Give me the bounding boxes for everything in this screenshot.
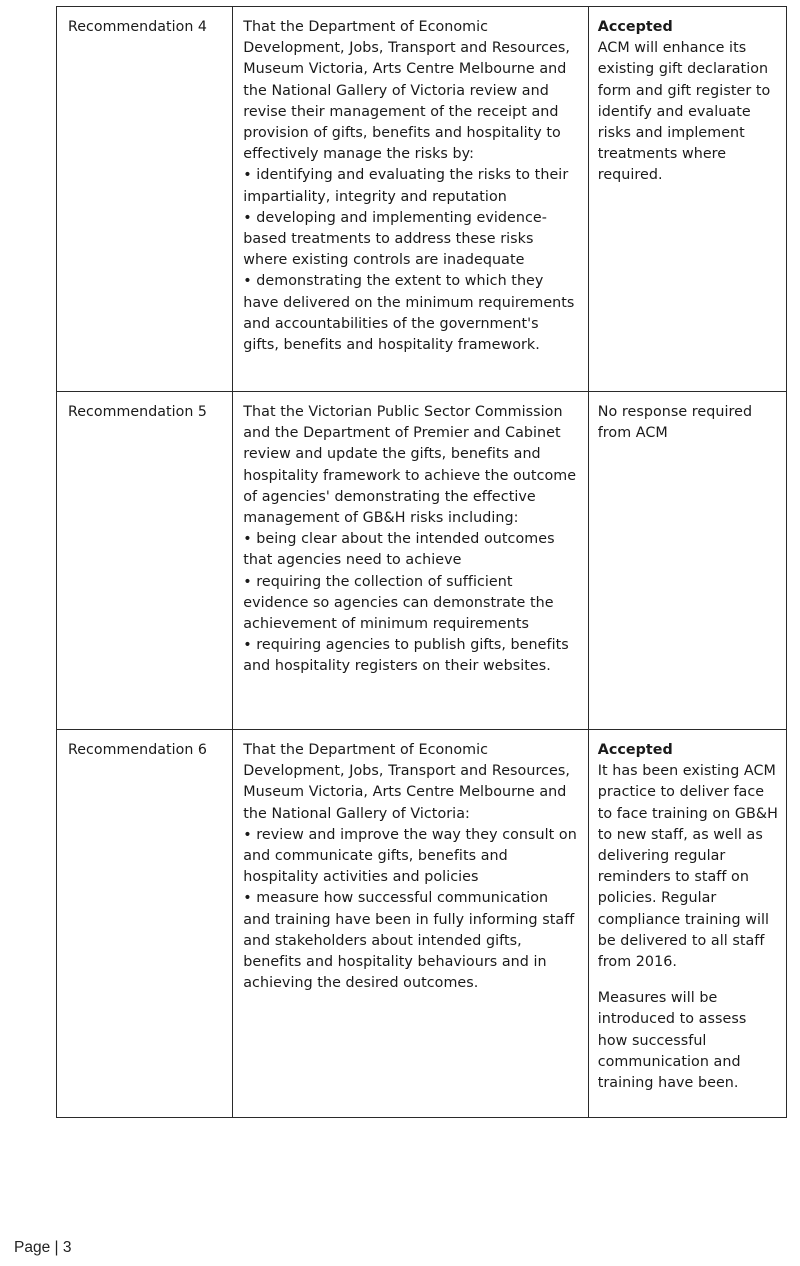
recommendation-bullet: • developing and implementing evidence-based treatments to address these risks where existing controls are inadequate xyxy=(243,209,547,269)
recommendation-label xyxy=(57,7,233,392)
response-text: No response required from ACM xyxy=(597,404,753,442)
response-cell xyxy=(588,392,786,730)
recommendation-intro: That the Department of Economic Development, Jobs, Transport and Resources, Museum Victoria, Arts Centre Melbourne and the National Gallery of Victoria review and revise their management of the receipt and provision of gifts, benefits and hospitality to effectively manage the risks by: xyxy=(243,19,570,163)
recommendation-bullet: • demonstrating the extent to which they have delivered on the minimum requirements and accountabilities of the government's gifts, benefits and hospitality framework. xyxy=(243,273,575,354)
recommendation-label-text: Recommendation 4 xyxy=(68,19,208,35)
recommendation-text xyxy=(233,730,588,1118)
recommendation-text xyxy=(233,392,588,730)
table-row xyxy=(57,7,787,392)
recommendation-bullet: • requiring the collection of sufficient evidence so agencies can demonstrate the achievement of minimum requirements xyxy=(243,573,554,633)
response-status: Accepted xyxy=(597,19,673,35)
recommendation-bullet: • requiring agencies to publish gifts, benefits and hospitality registers on their websites. xyxy=(243,637,569,675)
response-cell xyxy=(588,7,786,392)
recommendation-bullet: • identifying and evaluating the risks to their impartiality, integrity and reputation xyxy=(243,167,569,205)
response-cell xyxy=(588,730,786,1118)
recommendation-label-text: Recommendation 5 xyxy=(68,404,208,420)
recommendation-label xyxy=(57,730,233,1118)
recommendation-bullet: • being clear about the intended outcomes that agencies need to achieve xyxy=(243,531,555,569)
response-text: It has been existing ACM practice to deliver face to face training on GB&H to new staff, as well as delivering regular reminders to staff on policies. Regular compliance training will be delivered to all staff from 2016. xyxy=(597,763,778,971)
response-text: Measures will be introduced to assess how successful communication and training have been. xyxy=(597,990,747,1092)
response-text: ACM will enhance its existing gift declaration form and gift register to identify and evaluate risks and implement treatments where required. xyxy=(597,40,771,184)
recommendation-label xyxy=(57,392,233,730)
recommendation-bullet: • measure how successful communication and training have been in fully informing staff and stakeholders about intended gifts, benefits and hospitality behaviours and in achieving the desired outcomes. xyxy=(243,890,575,992)
recommendation-label-text: Recommendation 6 xyxy=(68,742,208,758)
recommendation-text xyxy=(233,7,588,392)
response-status: Accepted xyxy=(597,742,673,758)
page-number: Page | 3 xyxy=(14,1239,72,1256)
recommendations-table xyxy=(56,6,787,1118)
recommendation-intro: That the Victorian Public Sector Commission and the Department of Premier and Cabinet review and update the gifts, benefits and hospitality framework to achieve the outcome of agencies' demonstrating the effective management of GB&H risks including: xyxy=(243,404,577,527)
recommendation-bullet: • review and improve the way they consult on and communicate gifts, benefits and hospitality activities and policies xyxy=(243,826,577,886)
table-row xyxy=(57,730,787,1118)
table-row xyxy=(57,392,787,730)
recommendation-intro: That the Department of Economic Development, Jobs, Transport and Resources, Museum Victoria, Arts Centre Melbourne and the National Gallery of Victoria: xyxy=(243,742,570,822)
